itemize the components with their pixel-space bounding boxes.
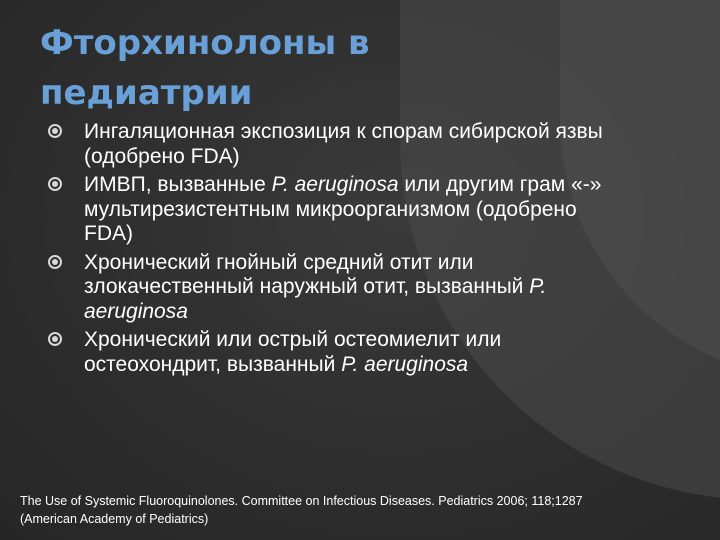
bullet-text: Хронический гнойный средний отит или злокачественный наружный отит, вызванный (84, 250, 530, 298)
bullet-text: Ингаляционная экспозиция к спорам сибирской язвы (одобрено FDA) (84, 120, 603, 168)
bullet-item (48, 251, 618, 325)
reference-citation (20, 492, 710, 528)
bullet-text: или другим грам «-» мультирезистентным микроорганизмом (одобрено FDA) (84, 173, 602, 245)
bullet-organism-name: P. aeruginosa (341, 352, 469, 376)
bullet-item (48, 173, 618, 247)
reference-line-1: The Use of Systemic Fluoroquinolones. Committee on Infectious Diseases. Pediatrics 2006; 118;1287 (20, 494, 583, 508)
bullet-text: ИМВП, вызванные (84, 173, 272, 196)
circle-bullet-icon (48, 177, 62, 191)
bullet-organism-name: P. aeruginosa (271, 173, 399, 196)
bullet-item (48, 328, 618, 377)
circle-bullet-icon (48, 255, 62, 269)
bullet-organism-name: P. aeruginosa (84, 275, 547, 323)
slide-title (40, 18, 600, 118)
circle-bullet-icon (48, 332, 62, 346)
bullet-list (48, 120, 618, 381)
bullet-item (48, 120, 618, 169)
slide-title-line-2: педиатрии (40, 73, 253, 113)
bullet-text: Хронический или острый остеомиелит или остеохондрит, вызванный (84, 328, 502, 376)
reference-line-2: (American Academy of Pediatrics) (20, 512, 209, 526)
circle-bullet-icon (48, 124, 62, 138)
slide-title-line-1: Фторхинолоны в (40, 23, 370, 63)
